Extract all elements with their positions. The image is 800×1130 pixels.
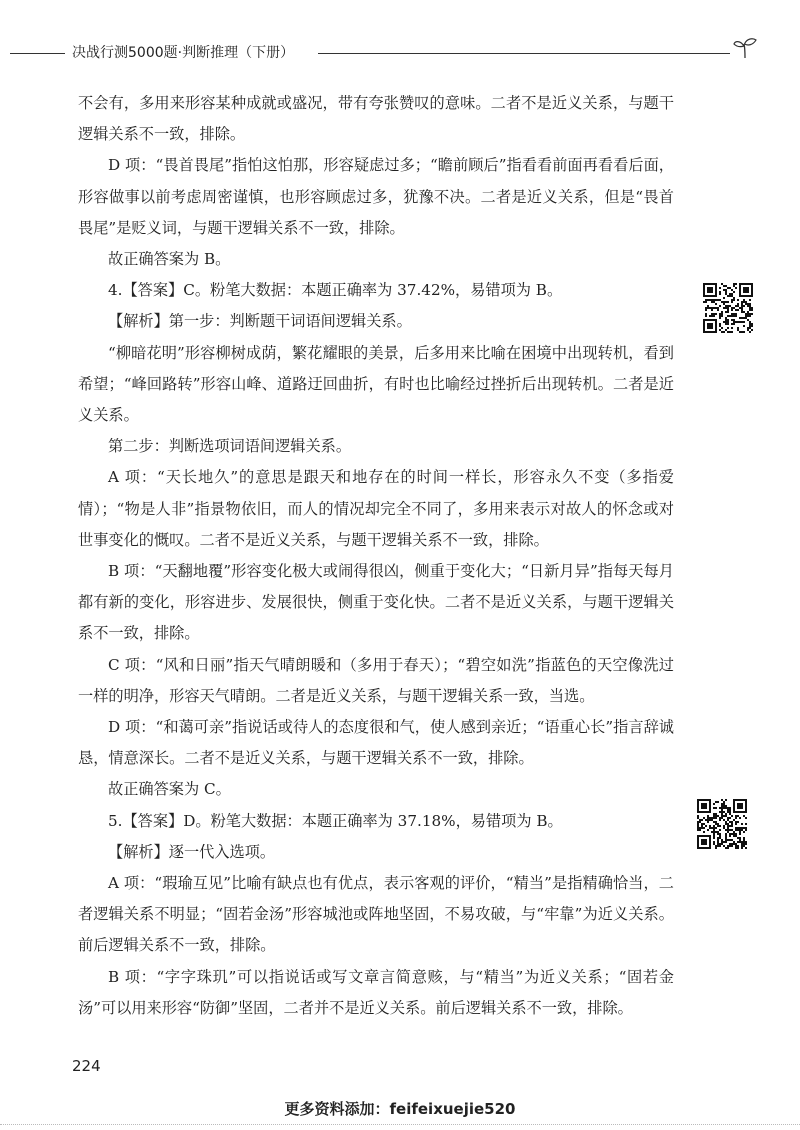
header-rule-right: [318, 53, 730, 54]
answer-conclusion: 故正确答案为 B。: [108, 250, 231, 269]
sprout-icon: [732, 36, 758, 60]
question-4-analysis-heading: 【解析】第一步：判断题干词语间逻辑关系。: [108, 312, 412, 331]
page-body: [78, 88, 674, 1024]
qr-code-icon[interactable]: [697, 799, 747, 849]
option-c-paragraph: C 项：“风和日丽”指天气晴朗暖和（多用于春天）；“碧空如洗”指蓝色的天空像洗过一样的明净，形容天气晴朗。二者是近义关系，与题干逻辑关系一致，当选。: [78, 655, 674, 705]
option-a-paragraph: A 项：“瑕瑜互见”比喻有缺点也有优点，表示客观的评价，“精当”是指精确恰当，二者逻辑关系不明显；“固若金汤”形容城池或阵地坚固，不易攻破，与“牢靠”为近义关系。前后逻辑关系不一致，排除。: [78, 874, 674, 955]
footer-label: 更多资料添加：: [284, 1100, 390, 1118]
question-4-step-two: 第二步：判断选项词语间逻辑关系。: [108, 437, 351, 456]
footer-contact-id: feifeixuejie520: [389, 1100, 516, 1118]
running-header: [0, 38, 800, 68]
question-4-stem-analysis: “柳暗花明”形容柳树成荫，繁花耀眼的美景，后多用来比喻在困境中出现转机，看到希望；“峰回路转”形容山峰、道路迂回曲折，有时也比喻经过挫折后出现转机。二者是近义关系。: [78, 343, 674, 425]
page-number: 224: [72, 1057, 101, 1075]
question-5-analysis-heading: 【解析】逐一代入选项。: [108, 842, 276, 861]
question-4-answer: 4.【答案】C。粉笔大数据：本题正确率为 37.42%，易错项为 B。: [108, 281, 563, 300]
option-d-paragraph: D 项：“和蔼可亲”指说话或待人的态度很和气，使人感到亲近；“语重心长”指言辞诚恳，情意深长。二者不是近义关系，与题干逻辑关系不一致，排除。: [78, 718, 674, 768]
option-b-paragraph: B 项：“字字珠玑”可以指说话或写文章言简意赅，与“精当”为近义关系；“固若金汤”可以用来形容“防御”坚固，二者并不是近义关系。前后逻辑关系不一致，排除。: [78, 967, 674, 1017]
question-5-answer: 5.【答案】D。粉笔大数据：本题正确率为 37.18%，易错项为 B。: [108, 811, 563, 830]
option-a-paragraph: A 项：“天长地久”的意思是跟天和地存在的时间一样长，形容永久不变（多指爱情）；“物是人非”指景物依旧，而人的情况却完全不同了，多用来表示对故人的怀念或对世事变化的慨叹。二者不是近义关系，与题干逻辑关系不一致，排除。: [78, 468, 674, 549]
option-b-paragraph: B 项：“天翻地覆”形容变化极大或闹得很凶，侧重于变化大；“日新月异”指每天每月都有新的变化，形容进步、发展很快，侧重于变化快。二者不是近义关系，与题干逻辑关系不一致，排除。: [78, 562, 674, 643]
body-paragraph: 不会有，多用来形容某种成就或盛况，带有夸张赞叹的意味。二者不是近义关系，与题干逻辑关系不一致，排除。: [78, 94, 674, 144]
answer-conclusion: 故正确答案为 C。: [108, 780, 231, 799]
page-bottom-edge: [0, 1124, 800, 1125]
header-rule-left: [10, 53, 65, 54]
qr-code-icon[interactable]: [703, 283, 753, 333]
option-d-paragraph: D 项：“畏首畏尾”指怕这怕那，形容疑虑过多；“瞻前顾后”指看看前面再看看后面，形容做事以前考虑周密谨慎，也形容顾虑过多，犹豫不决。二者是近义关系，但是“畏首畏尾”是贬义词，与题干逻辑关系不一致，排除。: [78, 156, 674, 237]
book-title: 决战行测5000题·判断推理（下册）: [72, 45, 295, 61]
footer-contact: [0, 1098, 800, 1119]
